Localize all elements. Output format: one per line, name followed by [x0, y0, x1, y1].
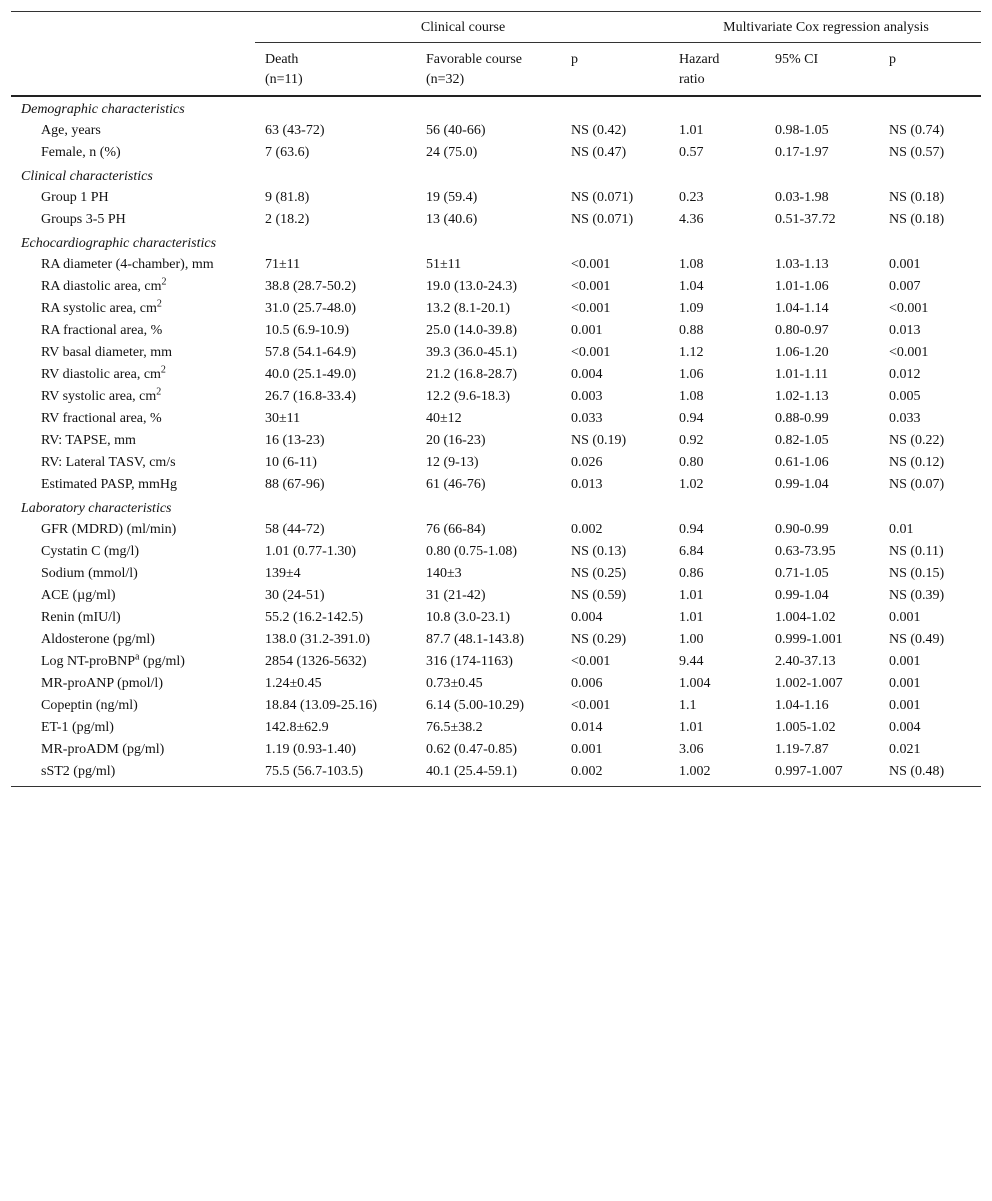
table-row: [11, 386, 981, 408]
cox-p-value: 0.001: [889, 610, 921, 625]
table-row: [11, 739, 981, 761]
death-value: 18.84 (13.09-25.16): [265, 698, 377, 713]
favorable-value: 19.0 (13.0-24.3): [426, 279, 517, 294]
favorable-value: 6.14 (5.00-10.29): [426, 698, 524, 713]
hazard-ratio: 1.01: [679, 720, 704, 735]
table-row: [11, 761, 981, 787]
ci-value: 1.004-1.02: [775, 610, 836, 625]
table-row: [11, 452, 981, 474]
p-value: NS (0.19): [571, 433, 627, 448]
cox-p-value: NS (0.15): [889, 566, 945, 581]
ci-value: 1.04-1.16: [775, 698, 829, 713]
favorable-value: 140±3: [426, 566, 462, 581]
row-label: RA diameter (4-chamber), mm: [41, 257, 214, 272]
cox-p-value: 0.004: [889, 720, 921, 735]
p-value: NS (0.42): [571, 123, 627, 138]
p-value: 0.004: [571, 367, 603, 382]
ci-value: 1.03-1.13: [775, 257, 829, 272]
hazard-ratio: 6.84: [679, 544, 704, 559]
p-value: 0.001: [571, 742, 603, 757]
ci-value: 0.51-37.72: [775, 212, 836, 227]
results-table: [11, 11, 981, 787]
death-value: 40.0 (25.1-49.0): [265, 367, 356, 382]
death-value: 1.19 (0.93-1.40): [265, 742, 356, 757]
table-row: [11, 120, 981, 142]
table-row: [11, 629, 981, 651]
ci-value: 1.01-1.06: [775, 279, 829, 294]
cox-p-value: NS (0.11): [889, 544, 944, 559]
p-value: 0.006: [571, 676, 603, 691]
row-label: RV diastolic area, $cm^2$: [41, 364, 166, 382]
header-cox-regression: Multivariate Cox regression analysis: [669, 12, 981, 43]
p-value: <0.001: [571, 279, 611, 294]
table-row: [11, 254, 981, 276]
row-label: Sodium (mmol/l): [41, 566, 138, 581]
cox-p-value: 0.01: [889, 522, 914, 537]
row-label: Group 1 PH: [41, 190, 109, 205]
hazard-ratio: 1.004: [679, 676, 711, 691]
hazard-ratio: 0.57: [679, 145, 704, 160]
section-title: Clinical characteristics: [21, 169, 153, 184]
ci-value: 0.997-1.007: [765, 761, 879, 787]
favorable-value: 12 (9-13): [426, 455, 479, 470]
cox-p-value: 0.021: [889, 742, 921, 757]
death-value: 2 (18.2): [265, 212, 310, 227]
row-label: MR-proADM (pg/ml): [41, 742, 165, 757]
p-value: 0.003: [571, 389, 603, 404]
hazard-ratio: 1.02: [679, 477, 704, 492]
table-row: [11, 187, 981, 209]
row-label: RV basal diameter, mm: [41, 345, 173, 360]
row-label: Aldosterone (pg/ml): [41, 632, 155, 647]
row-label: Renin (mIU/l): [41, 610, 121, 625]
hazard-ratio: 0.80: [679, 455, 704, 470]
death-value: 16 (13-23): [265, 433, 325, 448]
ci-value: 1.06-1.20: [775, 345, 829, 360]
ci-value: 0.98-1.05: [775, 123, 829, 138]
cox-p-value: 0.005: [889, 389, 921, 404]
favorable-value: 0.80 (0.75-1.08): [426, 544, 517, 559]
table-row: [11, 209, 981, 231]
p-value: 0.026: [571, 455, 603, 470]
hazard-ratio: 9.44: [679, 654, 704, 669]
table-row: [11, 430, 981, 452]
favorable-value: 76.5±38.2: [426, 720, 483, 735]
death-value: 9 (81.8): [265, 190, 310, 205]
ci-value: 1.04-1.14: [775, 301, 829, 316]
cox-p-value: NS (0.07): [889, 477, 945, 492]
ci-value: 0.17-1.97: [775, 145, 829, 160]
hazard-ratio: 0.94: [679, 522, 704, 537]
p-value: <0.001: [571, 654, 611, 669]
favorable-value: 13 (40.6): [426, 212, 478, 227]
p-value: NS (0.13): [571, 544, 627, 559]
favorable-value: 51±11: [426, 257, 462, 272]
row-label: Estimated PASP, mmHg: [41, 477, 178, 492]
header-group-row: [11, 12, 981, 43]
favorable-value: 56 (40-66): [426, 123, 486, 138]
header-column-row: [11, 43, 981, 97]
death-value: 38.8 (28.7-50.2): [265, 279, 356, 294]
p-value: 0.002: [571, 522, 603, 537]
death-value: 88 (67-96): [265, 477, 325, 492]
p-value: NS (0.071): [571, 212, 634, 227]
table-row: [11, 298, 981, 320]
header-clinical-course: Clinical course: [255, 12, 669, 43]
hazard-ratio: 0.92: [679, 433, 704, 448]
row-label: Copeptin (ng/ml): [41, 698, 138, 713]
death-value: 63 (43-72): [265, 123, 325, 138]
death-value: 75.5 (56.7-103.5): [255, 761, 416, 787]
ci-value: 0.90-0.99: [775, 522, 829, 537]
header-p: p: [561, 43, 669, 97]
section-row: [11, 96, 981, 120]
hazard-ratio: 1.01: [679, 610, 704, 625]
p-value: 0.033: [571, 411, 603, 426]
p-value: NS (0.29): [571, 632, 627, 647]
ci-value: 1.005-1.02: [775, 720, 836, 735]
row-label: ACE (µg/ml): [41, 588, 116, 603]
header-favorable: Favorable course (n=32): [416, 43, 561, 97]
hazard-ratio: 1.1: [679, 698, 697, 713]
table-row: [11, 717, 981, 739]
favorable-value: 13.2 (8.1-20.1): [426, 301, 510, 316]
ci-value: 0.999-1.001: [775, 632, 843, 647]
ci-value: 0.71-1.05: [775, 566, 829, 581]
cox-p-value: 0.001: [889, 257, 921, 272]
death-value: 30 (24-51): [265, 588, 325, 603]
hazard-ratio: 1.01: [679, 123, 704, 138]
cox-p-value: NS (0.18): [889, 212, 945, 227]
table-row: [11, 142, 981, 164]
cox-p-value: NS (0.18): [889, 190, 945, 205]
table-row: [11, 695, 981, 717]
cox-p-value: NS (0.48): [879, 761, 981, 787]
favorable-value: 12.2 (9.6-18.3): [426, 389, 510, 404]
death-value: 2854 (1326-5632): [265, 654, 367, 669]
cox-p-value: NS (0.12): [889, 455, 945, 470]
hazard-ratio: 1.00: [679, 632, 704, 647]
death-value: 142.8±62.9: [265, 720, 329, 735]
p-value: 0.013: [571, 477, 603, 492]
ci-value: 0.63-73.95: [775, 544, 836, 559]
cox-p-value: 0.001: [889, 698, 921, 713]
table-row: [11, 342, 981, 364]
cox-p-value: NS (0.49): [889, 632, 945, 647]
table-body: [11, 96, 981, 787]
favorable-value: 31 (21-42): [426, 588, 486, 603]
ci-value: 0.03-1.98: [775, 190, 829, 205]
table-row: [11, 474, 981, 496]
p-value: 0.004: [571, 610, 603, 625]
death-value: 139±4: [265, 566, 301, 581]
results-table-container: [11, 11, 981, 787]
favorable-value: 20 (16-23): [426, 433, 486, 448]
p-value: 0.002: [561, 761, 669, 787]
row-label: RV: Lateral TASV, cm/s: [41, 455, 176, 470]
p-value: NS (0.25): [571, 566, 627, 581]
row-label: ET-1 (pg/ml): [41, 720, 114, 735]
cox-p-value: NS (0.22): [889, 433, 945, 448]
cox-p-value: <0.001: [889, 301, 929, 316]
p-value: <0.001: [571, 257, 611, 272]
header-hazard-ratio: Hazard ratio: [669, 43, 765, 97]
table-row: [11, 651, 981, 673]
ci-value: 0.61-1.06: [775, 455, 829, 470]
row-label: MR-proANP (pmol/l): [41, 676, 163, 691]
favorable-value: 76 (66-84): [426, 522, 486, 537]
hazard-ratio: 1.12: [679, 345, 704, 360]
p-value: NS (0.47): [571, 145, 627, 160]
header-p-cox: p: [879, 43, 981, 97]
hazard-ratio: 0.86: [679, 566, 704, 581]
table-row: [11, 585, 981, 607]
section-row: [11, 496, 981, 519]
favorable-value: 39.3 (36.0-45.1): [426, 345, 517, 360]
hazard-ratio: 0.88: [679, 323, 704, 338]
p-value: <0.001: [571, 345, 611, 360]
favorable-value: 316 (174-1163): [426, 654, 513, 669]
favorable-value: 40.1 (25.4-59.1): [416, 761, 561, 787]
p-value: NS (0.071): [571, 190, 634, 205]
hazard-ratio: 4.36: [679, 212, 704, 227]
death-value: 58 (44-72): [265, 522, 325, 537]
death-value: 10 (6-11): [265, 455, 317, 470]
favorable-value: 19 (59.4): [426, 190, 478, 205]
ci-value: 0.80-0.97: [775, 323, 829, 338]
favorable-value: 61 (46-76): [426, 477, 486, 492]
row-label: Log NT-proBNP$^a$ (pg/ml): [41, 651, 185, 669]
hazard-ratio: 0.23: [679, 190, 704, 205]
favorable-value: 0.73±0.45: [426, 676, 483, 691]
hazard-ratio: 0.94: [679, 411, 704, 426]
ci-value: 1.01-1.11: [775, 367, 829, 382]
death-value: 7 (63.6): [265, 145, 310, 160]
section-row: [11, 231, 981, 254]
table-row: [11, 519, 981, 541]
row-label: RV fractional area, %: [41, 411, 162, 426]
header-ci: 95% CI: [765, 43, 879, 97]
row-label: RV: TAPSE, mm: [41, 433, 136, 448]
cox-p-value: 0.007: [889, 279, 921, 294]
favorable-value: 25.0 (14.0-39.8): [426, 323, 517, 338]
favorable-value: 40±12: [426, 411, 462, 426]
row-label: Groups 3-5 PH: [41, 212, 126, 227]
ci-value: 0.99-1.04: [775, 477, 829, 492]
row-label: GFR (MDRD) (ml/min): [41, 522, 177, 537]
hazard-ratio: 3.06: [679, 742, 704, 757]
row-label: RA diastolic area, $cm^2$: [41, 276, 167, 294]
p-value: <0.001: [571, 698, 611, 713]
cox-p-value: NS (0.39): [889, 588, 945, 603]
row-label: RA systolic area, $cm^2$: [41, 298, 162, 316]
cox-p-value: 0.033: [889, 411, 921, 426]
hazard-ratio: 1.08: [679, 257, 704, 272]
p-value: 0.001: [571, 323, 603, 338]
table-row: [11, 541, 981, 563]
p-value: NS (0.59): [571, 588, 627, 603]
table-row: [11, 607, 981, 629]
ci-value: 1.02-1.13: [775, 389, 829, 404]
hazard-ratio: 1.09: [679, 301, 704, 316]
cox-p-value: NS (0.57): [889, 145, 945, 160]
p-value: <0.001: [571, 301, 611, 316]
cox-p-value: NS (0.74): [889, 123, 945, 138]
ci-value: 0.88-0.99: [775, 411, 829, 426]
section-title: Laboratory characteristics: [21, 501, 172, 516]
favorable-value: 21.2 (16.8-28.7): [426, 367, 517, 382]
row-label: Cystatin C (mg/l): [41, 544, 139, 559]
cox-p-value: 0.001: [889, 654, 921, 669]
table-row: [11, 364, 981, 386]
death-value: 26.7 (16.8-33.4): [265, 389, 356, 404]
hazard-ratio: 1.01: [679, 588, 704, 603]
ci-value: 0.82-1.05: [775, 433, 829, 448]
row-label: RV systolic area, $cm^2$: [41, 386, 162, 404]
cox-p-value: 0.001: [889, 676, 921, 691]
death-value: 1.24±0.45: [265, 676, 322, 691]
ci-value: 1.19-7.87: [775, 742, 829, 757]
row-label: RA fractional area, %: [41, 323, 163, 338]
table-row: [11, 276, 981, 298]
death-value: 10.5 (6.9-10.9): [265, 323, 349, 338]
death-value: 71±11: [265, 257, 301, 272]
death-value: 55.2 (16.2-142.5): [265, 610, 363, 625]
p-value: 0.014: [571, 720, 603, 735]
death-value: 30±11: [265, 411, 301, 426]
table-row: [11, 673, 981, 695]
table-row: [11, 320, 981, 342]
cox-p-value: <0.001: [889, 345, 929, 360]
table-row: [11, 563, 981, 585]
table-row: [11, 408, 981, 430]
section-row: [11, 164, 981, 187]
hazard-ratio: 1.04: [679, 279, 704, 294]
section-title: Echocardiographic characteristics: [21, 236, 217, 251]
favorable-value: 10.8 (3.0-23.1): [426, 610, 510, 625]
death-value: 57.8 (54.1-64.9): [265, 345, 356, 360]
header-death: Death (n=11): [255, 43, 416, 97]
ci-value: 0.99-1.04: [775, 588, 829, 603]
death-value: 31.0 (25.7-48.0): [265, 301, 356, 316]
cox-p-value: 0.012: [889, 367, 921, 382]
death-value: 138.0 (31.2-391.0): [265, 632, 370, 647]
favorable-value: 0.62 (0.47-0.85): [426, 742, 517, 757]
hazard-ratio: 1.06: [679, 367, 704, 382]
ci-value: 1.002-1.007: [775, 676, 843, 691]
row-label: Age, years: [41, 123, 101, 138]
cox-p-value: 0.013: [889, 323, 921, 338]
section-title: Demographic characteristics: [21, 102, 185, 117]
row-label: Female, n (%): [41, 145, 121, 160]
hazard-ratio: 1.08: [679, 389, 704, 404]
ci-value: 2.40-37.13: [775, 654, 836, 669]
row-label: sST2 (pg/ml): [11, 761, 255, 787]
favorable-value: 87.7 (48.1-143.8): [426, 632, 524, 647]
hazard-ratio: 1.002: [669, 761, 765, 787]
death-value: 1.01 (0.77-1.30): [265, 544, 356, 559]
favorable-value: 24 (75.0): [426, 145, 478, 160]
